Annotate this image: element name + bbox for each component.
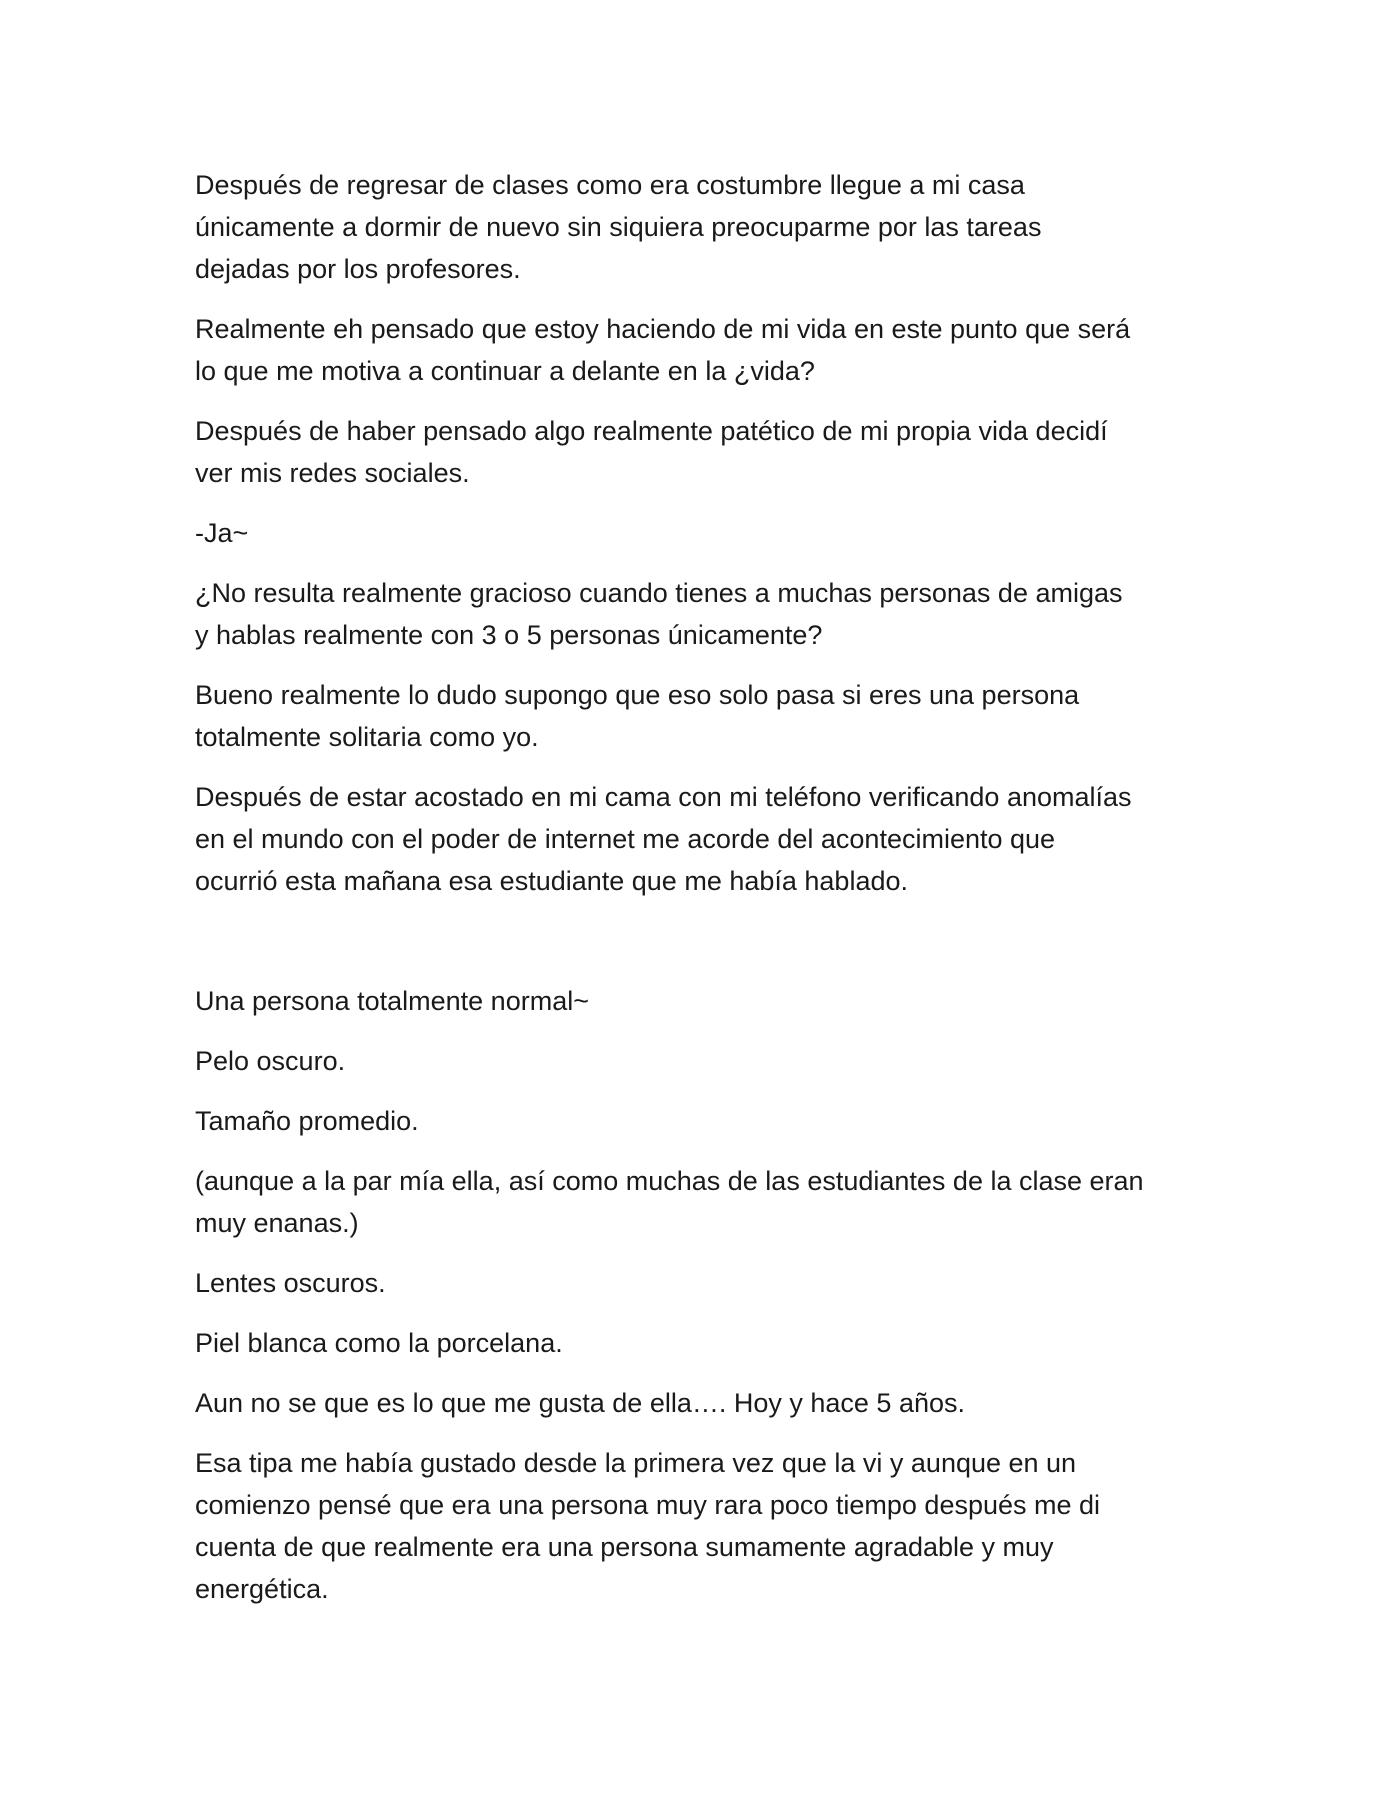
text-line: Esa tipa me había gustado desde la primera vez que la vi y aunque en un (195, 1448, 1077, 1478)
paragraph (195, 1262, 1225, 1304)
text-section-1 (195, 164, 1225, 902)
text-line: ¿No resulta realmente gracioso cuando tienes a muchas personas de amigas (195, 578, 1123, 608)
text-line: Tamaño promedio. (195, 1106, 419, 1136)
text-line: totalmente solitaria como yo. (195, 722, 539, 752)
paragraph (195, 164, 1225, 290)
text-line: y hablas realmente con 3 o 5 personas únicamente? (195, 620, 823, 650)
text-line: comienzo pensé que era una persona muy rara poco tiempo después me di (195, 1490, 1101, 1520)
section-gap (195, 920, 1225, 980)
paragraph (195, 980, 1225, 1022)
text-line: (aunque a la par mía ella, así como muchas de las estudiantes de la clase eran (195, 1166, 1144, 1196)
text-line: Realmente eh pensado que estoy haciendo de mi vida en este punto que será (195, 314, 1131, 344)
text-line: -Ja~ (195, 518, 249, 548)
text-line: Pelo oscuro. (195, 1046, 346, 1076)
text-line: dejadas por los profesores. (195, 254, 521, 284)
text-line: Una persona totalmente normal~ (195, 986, 589, 1016)
paragraph (195, 1100, 1225, 1142)
paragraph (195, 308, 1225, 392)
document-body (195, 164, 1225, 1628)
paragraph (195, 1382, 1225, 1424)
text-line: ocurrió esta mañana esa estudiante que me había hablado. (195, 866, 908, 896)
text-line: en el mundo con el poder de internet me acorde del acontecimiento que (195, 824, 1056, 854)
text-line: lo que me motiva a continuar a delante en la ¿vida? (195, 356, 815, 386)
text-line: Piel blanca como la porcelana. (195, 1328, 563, 1358)
text-line: Lentes oscuros. (195, 1268, 386, 1298)
text-line: ver mis redes sociales. (195, 458, 470, 488)
paragraph (195, 1160, 1225, 1244)
paragraph (195, 512, 1225, 554)
paragraph (195, 1442, 1225, 1610)
text-line: muy enanas.) (195, 1208, 359, 1238)
paragraph (195, 776, 1225, 902)
text-line: Después de haber pensado algo realmente patético de mi propia vida decidí (195, 416, 1108, 446)
text-line: energética. (195, 1574, 329, 1604)
paragraph (195, 410, 1225, 494)
text-section-2 (195, 980, 1225, 1610)
text-line: Bueno realmente lo dudo supongo que eso solo pasa si eres una persona (195, 680, 1080, 710)
text-line: Después de estar acostado en mi cama con mi teléfono verificando anomalías (195, 782, 1132, 812)
paragraph (195, 1040, 1225, 1082)
text-line: Aun no se que es lo que me gusta de ella…. Hoy y hace 5 años. (195, 1388, 965, 1418)
paragraph (195, 1322, 1225, 1364)
paragraph (195, 674, 1225, 758)
paragraph (195, 572, 1225, 656)
text-line: Después de regresar de clases como era costumbre llegue a mi casa (195, 170, 1025, 200)
text-line: únicamente a dormir de nuevo sin siquiera preocuparme por las tareas (195, 212, 1042, 242)
text-line: cuenta de que realmente era una persona sumamente agradable y muy (195, 1532, 1054, 1562)
